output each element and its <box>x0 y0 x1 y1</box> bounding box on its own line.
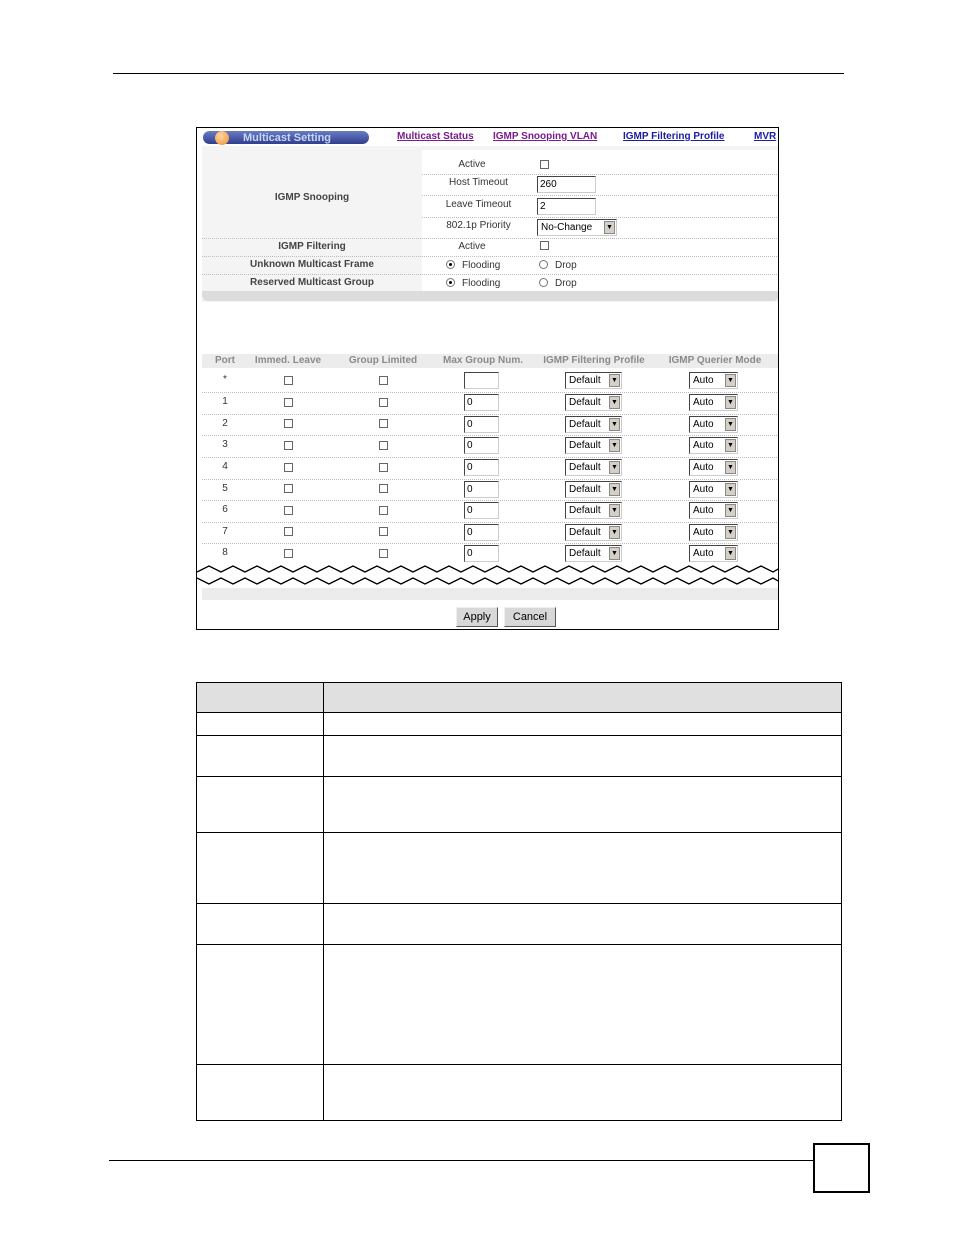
querier-mode-select[interactable] <box>689 481 738 498</box>
reserved-group-label: Reserved Multicast Group <box>250 277 374 288</box>
port-number: 7 <box>222 526 228 537</box>
immed-leave-checkbox[interactable] <box>284 398 293 407</box>
profile-value: Default <box>569 440 601 451</box>
max-group-input[interactable]: 0 <box>464 545 499 562</box>
max-group-input[interactable]: 0 <box>464 459 499 476</box>
chevron-down-icon: ▼ <box>725 504 736 517</box>
immed-leave-checkbox[interactable] <box>284 441 293 450</box>
profile-value: Default <box>569 505 601 516</box>
host-timeout-input[interactable]: 260 <box>537 176 596 193</box>
footer-bar <box>202 588 779 600</box>
snooping-active-checkbox[interactable] <box>540 160 549 169</box>
max-group-input[interactable]: 0 <box>464 416 499 433</box>
chevron-down-icon: ▼ <box>725 483 736 496</box>
port-number: 5 <box>222 483 228 494</box>
querier-mode-select[interactable] <box>689 459 738 476</box>
immed-leave-checkbox[interactable] <box>284 484 293 493</box>
max-group-input[interactable]: 0 <box>464 437 499 454</box>
link-multicast-status[interactable]: Multicast Status <box>397 131 474 142</box>
group-limited-checkbox[interactable] <box>379 441 388 450</box>
row-divider <box>202 392 779 393</box>
immed-leave-checkbox[interactable] <box>284 419 293 428</box>
querier-value: Auto <box>693 505 714 516</box>
reserved-drop-label: Drop <box>555 278 577 289</box>
unknown-drop-radio[interactable] <box>539 260 548 269</box>
chevron-down-icon: ▼ <box>609 547 620 560</box>
chevron-down-icon: ▼ <box>725 461 736 474</box>
tab-multicast-setting <box>203 131 369 144</box>
col-port: Port <box>215 355 235 366</box>
unknown-drop-label: Drop <box>555 260 577 271</box>
querier-value: Auto <box>693 397 714 408</box>
profile-value: Default <box>569 548 601 559</box>
chevron-down-icon: ▼ <box>609 396 620 409</box>
group-limited-checkbox[interactable] <box>379 419 388 428</box>
chevron-down-icon: ▼ <box>609 439 620 452</box>
filtering-profile-select[interactable] <box>565 459 622 476</box>
chevron-down-icon: ▼ <box>609 418 620 431</box>
row-divider <box>202 522 779 523</box>
chevron-down-icon: ▼ <box>609 504 620 517</box>
querier-value: Auto <box>693 419 714 430</box>
profile-value: Default <box>569 527 601 538</box>
querier-mode-select[interactable] <box>689 437 738 454</box>
chevron-down-icon: ▼ <box>609 483 620 496</box>
group-limited-checkbox[interactable] <box>379 549 388 558</box>
filtering-profile-select[interactable] <box>565 481 622 498</box>
col-max-group-num: Max Group Num. <box>442 355 523 366</box>
row-divider <box>422 195 779 196</box>
table-row-divider <box>197 944 841 945</box>
row-divider <box>202 414 779 415</box>
querier-value: Auto <box>693 484 714 495</box>
profile-value: Default <box>569 397 601 408</box>
torn-edge-graphic <box>197 558 779 590</box>
querier-value: Auto <box>693 375 714 386</box>
profile-value: Default <box>569 462 601 473</box>
max-group-input[interactable]: 0 <box>464 394 499 411</box>
reserved-flooding-label: Flooding <box>462 278 501 289</box>
col-igmp-filtering-profile: IGMP Filtering Profile <box>543 355 645 366</box>
section-divider-bar <box>202 291 779 301</box>
group-limited-checkbox[interactable] <box>379 506 388 515</box>
row-divider <box>202 479 779 480</box>
unknown-flooding-label: Flooding <box>462 260 501 271</box>
querier-mode-select[interactable] <box>689 524 738 541</box>
priority-value: No-Change <box>541 222 593 233</box>
snooping-active-label: Active <box>458 159 486 170</box>
row-divider <box>202 500 779 501</box>
group-limited-checkbox[interactable] <box>379 398 388 407</box>
cancel-button[interactable]: Cancel <box>504 607 556 627</box>
field-description-table <box>196 682 842 1121</box>
chevron-down-icon: ▼ <box>725 418 736 431</box>
multicast-setting-screenshot <box>196 127 779 630</box>
filtering-profile-select[interactable] <box>565 372 622 389</box>
immed-leave-checkbox[interactable] <box>284 506 293 515</box>
max-group-input[interactable]: 0 <box>464 524 499 541</box>
chevron-down-icon: ▼ <box>725 439 736 452</box>
row-divider <box>202 274 779 275</box>
port-number: 4 <box>222 461 228 472</box>
group-limited-checkbox[interactable] <box>379 463 388 472</box>
priority-select[interactable] <box>537 219 617 236</box>
link-igmp-filtering-profile[interactable]: IGMP Filtering Profile <box>623 131 725 142</box>
port-number: * <box>223 374 227 385</box>
chevron-down-icon: ▼ <box>725 526 736 539</box>
filtering-profile-select[interactable] <box>565 524 622 541</box>
table-row-divider <box>197 832 841 833</box>
unknown-flooding-radio[interactable] <box>446 260 455 269</box>
reserved-flooding-radio[interactable] <box>446 278 455 287</box>
max-group-input[interactable]: 0 <box>464 502 499 519</box>
row-divider <box>202 457 779 458</box>
group-limited-checkbox[interactable] <box>379 484 388 493</box>
table-row-divider <box>197 735 841 736</box>
row-divider <box>202 543 779 544</box>
querier-mode-select[interactable] <box>689 416 738 433</box>
profile-value: Default <box>569 484 601 495</box>
group-limited-checkbox[interactable] <box>379 527 388 536</box>
immed-leave-checkbox[interactable] <box>284 549 293 558</box>
chevron-down-icon: ▼ <box>609 461 620 474</box>
unknown-multicast-label: Unknown Multicast Frame <box>250 259 374 270</box>
bullet-icon <box>215 131 229 145</box>
priority-label: 802.1p Priority <box>446 220 511 231</box>
port-number: 1 <box>222 396 228 407</box>
column-divider <box>323 683 324 1120</box>
port-number: 8 <box>222 547 228 558</box>
immed-leave-checkbox[interactable] <box>284 376 293 385</box>
filtering-active-checkbox[interactable] <box>540 241 549 250</box>
chevron-down-icon: ▼ <box>609 374 620 387</box>
row-divider <box>202 256 779 257</box>
link-igmp-snooping-vlan[interactable]: IGMP Snooping VLAN <box>493 131 598 142</box>
immed-leave-checkbox[interactable] <box>284 527 293 536</box>
table-row-divider <box>197 903 841 904</box>
querier-value: Auto <box>693 462 714 473</box>
col-group-limited: Group Limited <box>348 355 418 366</box>
querier-mode-select[interactable] <box>689 372 738 389</box>
profile-value: Default <box>569 375 601 386</box>
immed-leave-checkbox[interactable] <box>284 463 293 472</box>
querier-value: Auto <box>693 548 714 559</box>
max-group-input[interactable]: 0 <box>464 481 499 498</box>
port-number: 6 <box>222 504 228 515</box>
row-divider <box>422 174 779 175</box>
port-number: 2 <box>222 418 228 429</box>
table-header-row <box>197 683 841 713</box>
filtering-profile-select[interactable] <box>565 502 622 519</box>
chevron-down-icon: ▼ <box>604 221 615 234</box>
table-row-divider <box>197 1064 841 1065</box>
max-group-input[interactable] <box>464 372 499 389</box>
querier-mode-select[interactable] <box>689 394 738 411</box>
reserved-drop-radio[interactable] <box>539 278 548 287</box>
chevron-down-icon: ▼ <box>609 526 620 539</box>
link-mvr[interactable]: MVR <box>754 131 777 142</box>
chevron-down-icon: ▼ <box>725 547 736 560</box>
querier-value: Auto <box>693 527 714 538</box>
profile-value: Default <box>569 419 601 430</box>
igmp-filtering-label: IGMP Filtering <box>278 241 346 252</box>
page-number-box <box>813 1143 870 1193</box>
filtering-profile-select[interactable] <box>565 416 622 433</box>
filtering-profile-select[interactable] <box>565 394 622 411</box>
group-limited-checkbox[interactable] <box>379 376 388 385</box>
filtering-active-label: Active <box>458 241 486 252</box>
chevron-down-icon: ▼ <box>725 374 736 387</box>
igmp-snooping-label: IGMP Snooping <box>274 192 350 203</box>
chevron-down-icon: ▼ <box>725 396 736 409</box>
col-igmp-querier-mode: IGMP Querier Mode <box>668 355 762 366</box>
tab-label: Multicast Setting <box>243 132 332 144</box>
leave-timeout-input[interactable]: 2 <box>537 198 596 215</box>
page-footer-rule <box>109 1160 815 1161</box>
leave-timeout-label: Leave Timeout <box>445 199 512 210</box>
apply-button[interactable]: Apply <box>456 607 498 627</box>
filtering-profile-select[interactable] <box>565 437 622 454</box>
row-divider <box>202 238 779 239</box>
host-timeout-label: Host Timeout <box>449 177 508 188</box>
querier-value: Auto <box>693 440 714 451</box>
querier-mode-select[interactable] <box>689 502 738 519</box>
port-number: 3 <box>222 439 228 450</box>
table-row-divider <box>197 776 841 777</box>
row-divider <box>422 217 779 218</box>
col-immed-leave: Immed. Leave <box>254 355 322 366</box>
page-header-rule <box>113 73 844 74</box>
row-divider <box>202 435 779 436</box>
